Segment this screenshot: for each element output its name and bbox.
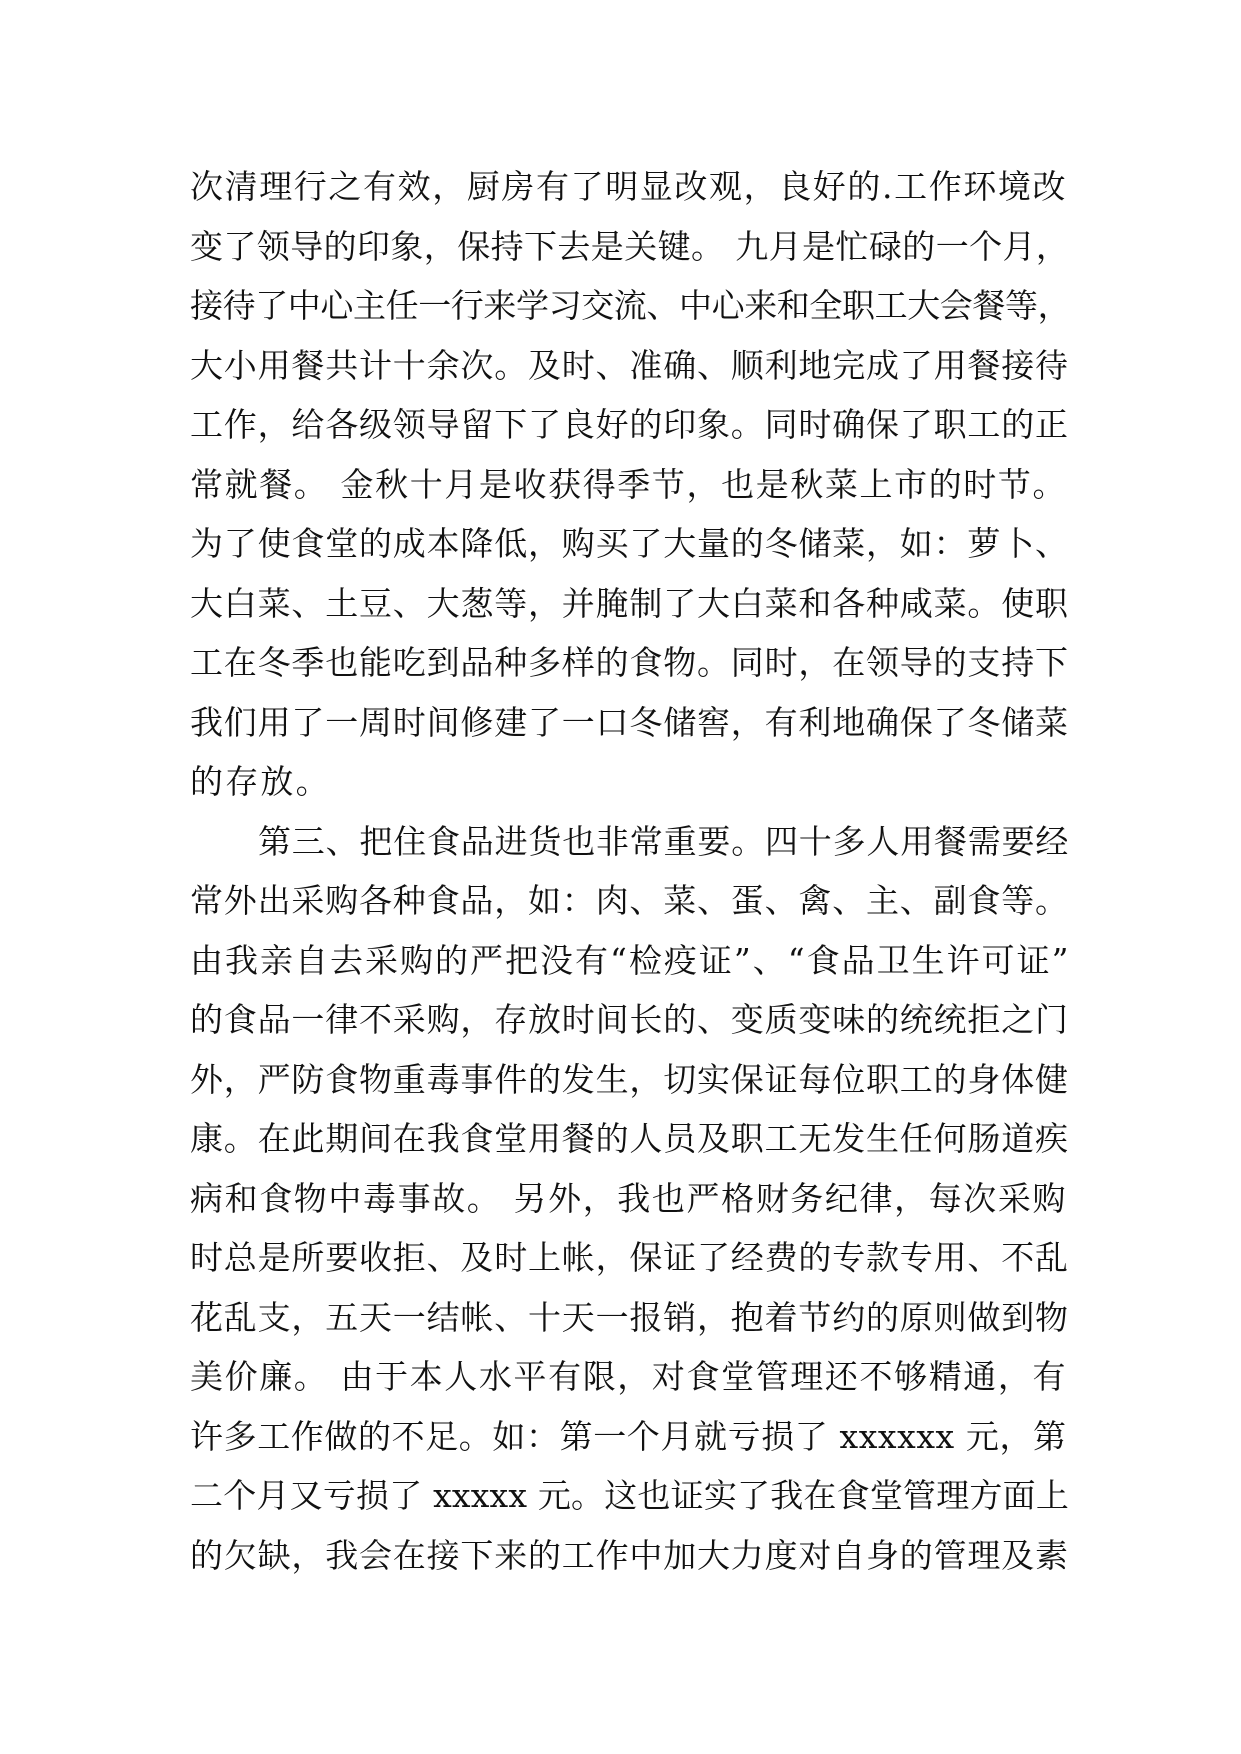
text-line: 由我亲自去采购的严把没有“检疫证”、“食品卫生许可证”: [190, 940, 1071, 980]
body-text: [190, 157, 1070, 1585]
text-line: 工在冬季也能吃到品种多样的食物。同时，在领导的支持下: [190, 643, 1069, 682]
text-line: 康。在此期间在我食堂用餐的人员及职工无发生任何肠道疾: [190, 1119, 1069, 1158]
text-line: 第三、把住食品进货也非常重要。四十多人用餐需要经: [258, 821, 1070, 861]
text-line: 的食品一律不采购，存放时间长的、变质变味的统统拒之门: [190, 1000, 1069, 1039]
text-line: 变了领导的印象，保持下去是关键。 九月是忙碌的一个月，: [190, 226, 1070, 266]
text-line: 二个月又亏损了 xxxxx 元。这也证实了我在食堂管理方面上: [190, 1476, 1070, 1515]
text-line: 为了使食堂的成本降低，购买了大量的冬储菜，如：萝卜、: [190, 524, 1069, 563]
text-line: 次清理行之有效，厨房有了明显改观，良好的.工作环境改: [190, 167, 1068, 206]
text-line: 大小用餐共计十余次。及时、准确、顺利地完成了用餐接待: [190, 345, 1069, 385]
text-line: 常外出采购各种食品，如：肉、菜、蛋、禽、主、副食等。: [190, 881, 1069, 920]
text-line: 常就餐。 金秋十月是收获得季节，也是秋菜上市的时节。: [190, 464, 1068, 504]
text-line: 病和食物中毒事故。 另外，我也严格财务纪律，每次采购: [190, 1178, 1068, 1218]
text-line: 外，严防食物重毒事件的发生，切实保证每位职工的身体健: [190, 1059, 1069, 1099]
text-line: 美价廉。 由于本人水平有限，对食堂管理还不够精通，有: [190, 1357, 1068, 1396]
text-line: 的存放。: [190, 762, 331, 801]
text-line: 时总是所要收拒、及时上帐，保证了经费的专款专用、不乱: [190, 1238, 1069, 1277]
text-line: 花乱支，五天一结帐、十天一报销，抱着节约的原则做到物: [190, 1297, 1069, 1337]
text-line: 工作，给各级领导留下了良好的印象。同时确保了职工的正: [190, 405, 1069, 444]
text-line: 许多工作做的不足。如：第一个月就亏损了 xxxxxx 元，第: [190, 1416, 1067, 1456]
text-line: 的欠缺，我会在接下来的工作中加大力度对自身的管理及素: [190, 1535, 1069, 1575]
text-line: 大白菜、土豆、大葱等，并腌制了大白菜和各种咸菜。使职: [190, 583, 1069, 623]
text-line: 接待了中心主任一行来学习交流、中心来和全职工大会餐等，: [190, 286, 1071, 325]
text-line: 我们用了一周时间修建了一口冬储窖，有利地确保了冬储菜: [190, 702, 1069, 742]
